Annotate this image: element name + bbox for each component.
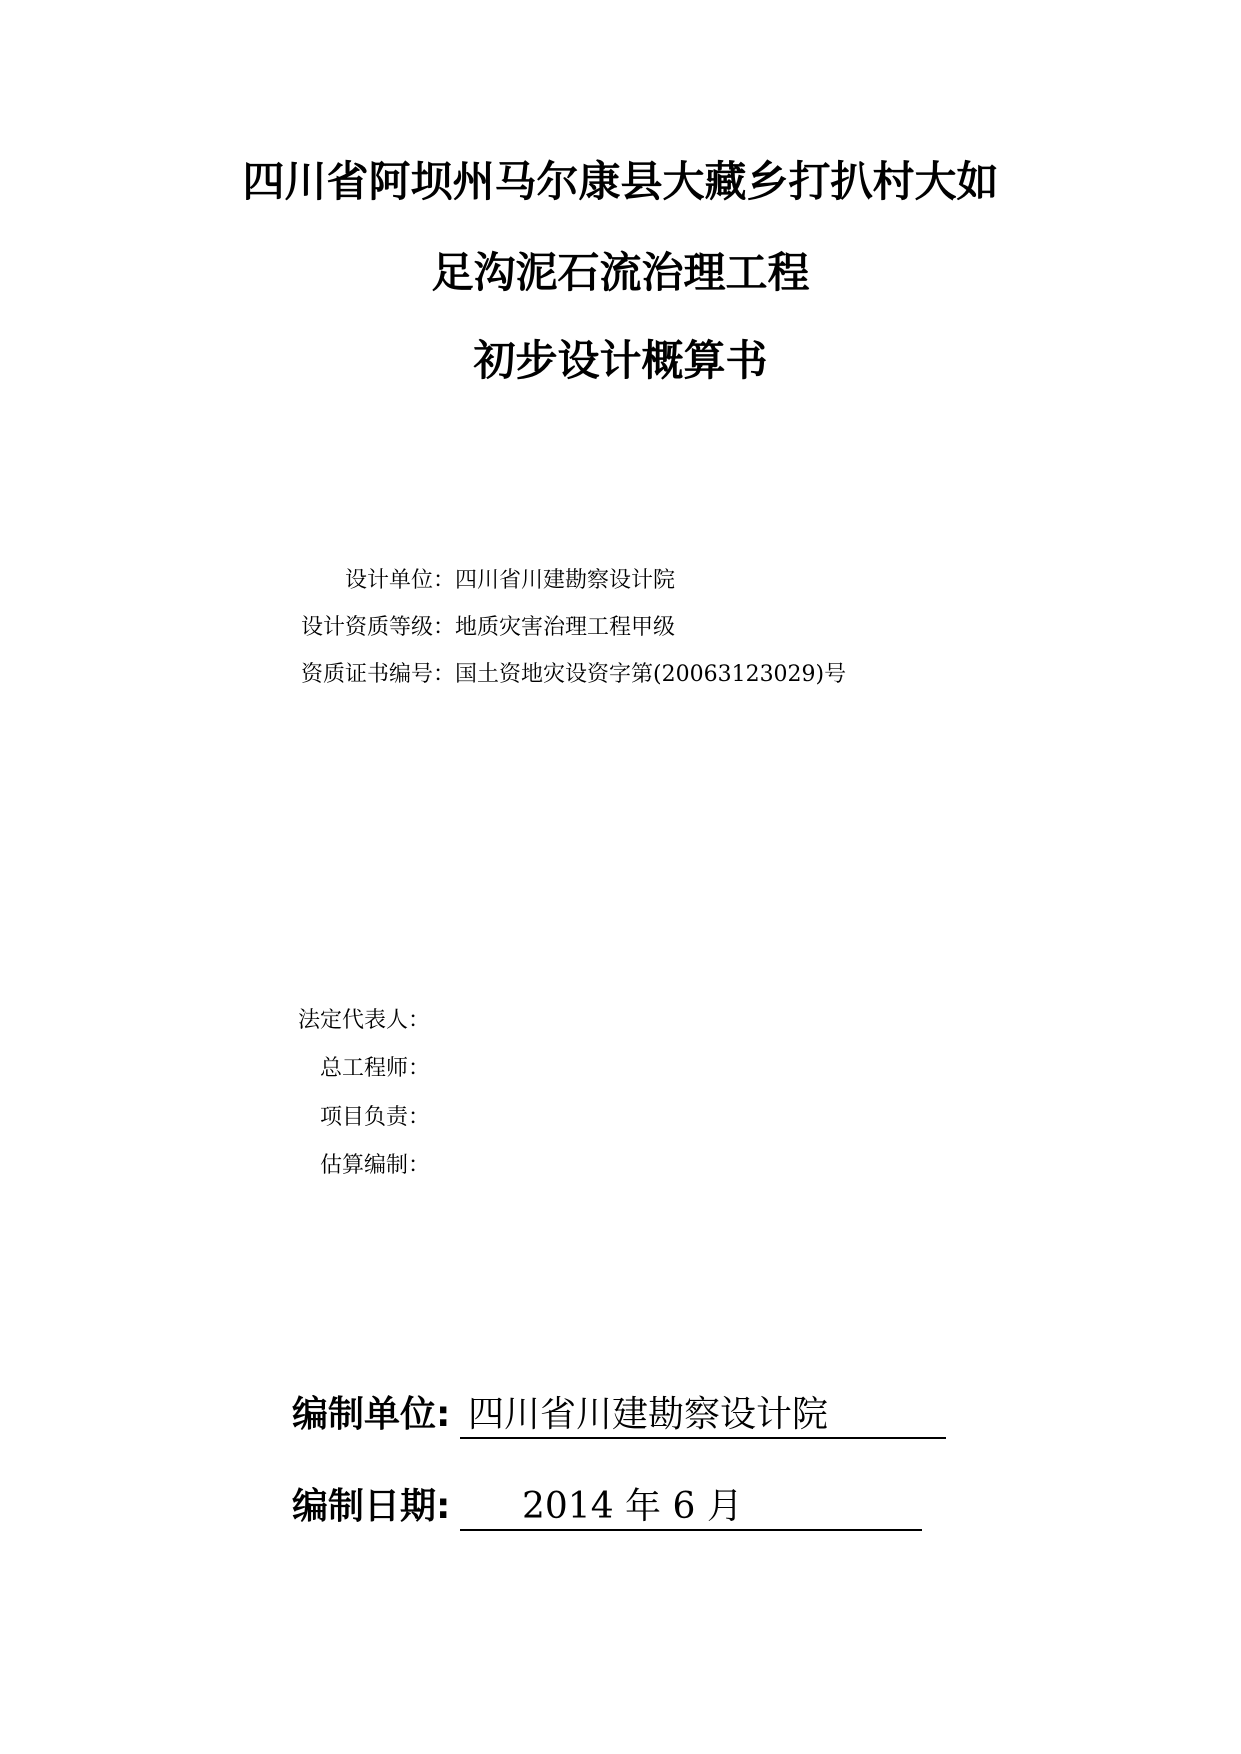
design-unit-label: 设计单位：	[344, 568, 455, 593]
title-line-3: 初步设计概算书	[473, 336, 768, 385]
design-unit-row	[280, 566, 675, 596]
compiling-unit-row	[292, 1393, 829, 1437]
qualification-grade-row	[280, 613, 675, 643]
project-lead-label: 项目负责：	[319, 1105, 430, 1130]
certificate-number-value: 国土资地灾设资字第(20063123029)号	[455, 662, 847, 687]
title-line-1: 四川省阿坝州马尔康县大藏乡打扒村大如	[242, 157, 999, 206]
qualification-grade-value: 地质灾害治理工程甲级	[455, 615, 676, 640]
legal-representative-row	[260, 1006, 430, 1036]
estimate-compiler-row	[260, 1151, 430, 1181]
compiling-unit-label: 编制单位:	[292, 1394, 451, 1435]
legal-representative-label: 法定代表人：	[297, 1008, 430, 1033]
project-lead-row	[260, 1103, 430, 1133]
compiling-date-value: 2014 年 6 月	[460, 1485, 922, 1531]
title-line-2: 足沟泥石流治理工程	[431, 248, 810, 297]
compiling-date-row	[292, 1485, 743, 1529]
compiling-date-label: 编制日期:	[292, 1486, 451, 1527]
certificate-number-label: 资质证书编号：	[300, 662, 455, 687]
estimate-compiler-label: 估算编制：	[319, 1153, 430, 1178]
chief-engineer-row	[260, 1054, 430, 1084]
design-unit-value: 四川省川建勘察设计院	[455, 568, 676, 593]
compiling-unit-value: 四川省川建勘察设计院	[460, 1393, 946, 1439]
certificate-number-row	[280, 660, 846, 690]
chief-engineer-label: 总工程师：	[319, 1056, 430, 1081]
qualification-grade-label: 设计资质等级：	[300, 615, 455, 640]
